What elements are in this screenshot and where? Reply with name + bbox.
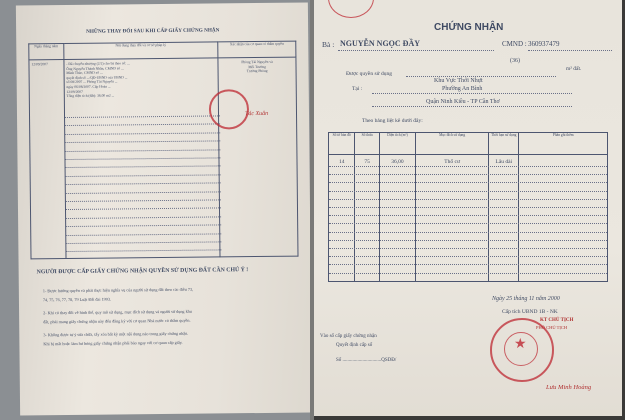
authority-line: Phòng Tài Nguyên và [241,59,273,65]
entry-line: Minh Thảo, CMND số ... [66,70,103,76]
col-parcel-header: Số thửa [355,133,379,155]
col-area-header: Diện tích (m²) [379,133,415,155]
id-number: 360937479 [528,40,560,48]
issue-date: Ngày 25 tháng 11 năm 2000 [492,296,560,302]
id-label: CMND : [502,40,527,48]
certificate-title: CHỨNG NHẬN [434,22,504,33]
district: Quận Ninh Kiều - TP Cần Thơ [426,99,500,105]
ruled-line [329,174,607,175]
left-photo [0,0,310,420]
col-notes-header: Phần ghi thêm [519,133,608,155]
note-line: 2- Khi có thay đổi về hình thể, quy mô sử dụng, mục đích sử dụng và người sử dụng khu [43,308,192,316]
col-term-header: Thời hạn sử dụng [489,133,519,155]
col-authority-header: Xác nhận của cơ quan có thẩm quyền [218,41,296,58]
col-content-header: Nội dung thay đổi và cơ sở pháp lý [63,42,218,60]
ruled-line [329,240,607,241]
cell-area: 36,00 [379,155,415,282]
ruled-line [329,256,607,257]
lot-count: (36) [510,58,520,64]
col-date-header: Ngày tháng năm [29,44,64,60]
ruled-line [329,215,607,216]
official-stamp [209,89,249,129]
note-line: 74, 75, 76, 77, 78, 79 Luật Đất đai 1993. [42,296,112,303]
ruled-line [329,264,607,265]
signer-title: KT CHỦ TỊCH [540,318,574,323]
cell-parcel: 75 [355,155,379,282]
ruled-line [329,248,607,249]
warning-title: NGƯỜI ĐƯỢC CẤP GIẤY CHỨNG NHẬN QUYỀN SỬ DỤNG ĐẤT CẦN CHÚ Ý ! [36,267,249,276]
ruled-line [329,199,607,200]
note-line: 3- Không được tự ý sửa chữa, tẩy xóa bất kỳ một nội dung nào trong giấy chứng nhận. [43,330,189,338]
right-photo [314,0,625,420]
col-purpose-header: Mục đích sử dụng [416,133,489,155]
cell-term: Lâu dài [489,155,519,282]
registry-number: Số ...............................QSDĐ/ [336,358,397,363]
entry-authority [218,57,298,257]
top-stamp [328,0,374,18]
entry-line: quyết định số .../QĐ-UBND của UBND ... [66,75,128,80]
certificate-page [314,0,622,416]
land-use-label: Được quyền sử dụng [346,71,392,77]
list-label: Theo bảng liệt kê dưới đây: [362,118,423,124]
entry-line: số 08/2007 ... Phòng Tài Nguyên ... [66,79,118,85]
amendments-title: NHỮNG THAY ĐỔI SAU KHI CẤP GIẤY CHỨNG NHẬN [86,27,220,35]
entry-line: Tổng diện tích (đất): 36,00 m2 ... [66,93,115,99]
ruled-line [329,273,607,274]
owner-name: NGUYỄN NGỌC ĐẦY [340,39,420,48]
authority-line: Trưởng Phòng [246,69,268,74]
signer-subtitle: PHÓ CHỦ TỊCH [536,325,568,330]
col-map-sheet-header: Số tờ bản đồ [329,133,355,155]
ruled-line [329,166,607,167]
decision-ref: Cấp tích UBND 1B - NK [502,309,558,315]
registry-label: Vào sổ cấp giấy chứng nhận [320,334,377,339]
location-label: Tại : [352,86,363,92]
note-line: đất, phải mang giấy chứng nhận này đến đăng ký với cơ quan Nhà nước có thẩm quyền. [43,317,191,325]
amendments-page [16,2,310,415]
ruled-line [329,232,607,233]
official-stamp: ★ [490,318,554,382]
signature-name: Lưu Minh Hoàng [546,384,592,391]
signature: Tác Xuân [244,110,269,118]
note-line: 1- Được hưởng quyền và phải thực hiện nghĩa vụ của người sử dụng đất theo các điều 73, [42,286,194,294]
ruled-line [329,223,607,224]
cell-purpose: Thổ cư [416,155,489,282]
ruled-lines [16,2,308,5]
ruled-line [329,191,607,192]
entry-date: 12/09/2007 [29,60,66,259]
cell-map-sheet: 14 [329,155,355,282]
entry-line: - Đã chuyển nhượng (2/2) cho bà theo số: ... [66,61,130,67]
ward: Phường An Bình [442,86,483,92]
area-unit: m² đất. [566,66,582,72]
authority-line: Môi Trường [248,64,266,69]
registry-decision: Quyết định cấp số [336,343,373,348]
entry-line: Ông Nguyễn Thành Nhân, CMND số ... [66,66,124,71]
note-line: Khi bị mất hoặc làm hư hỏng giấy chứng nhận phải báo ngay với cơ quan cấp giấy. [43,339,183,347]
entry-line: 12/09/2007 [66,89,83,94]
owner-prefix: Bà : [322,40,335,49]
area-name: Khu Vực Thới Nhựt [434,78,483,84]
ruled-line [329,207,607,208]
ruled-line [329,182,607,183]
entry-line: ngày 06/08/2007. Cấp Hoàn ... [66,84,111,89]
